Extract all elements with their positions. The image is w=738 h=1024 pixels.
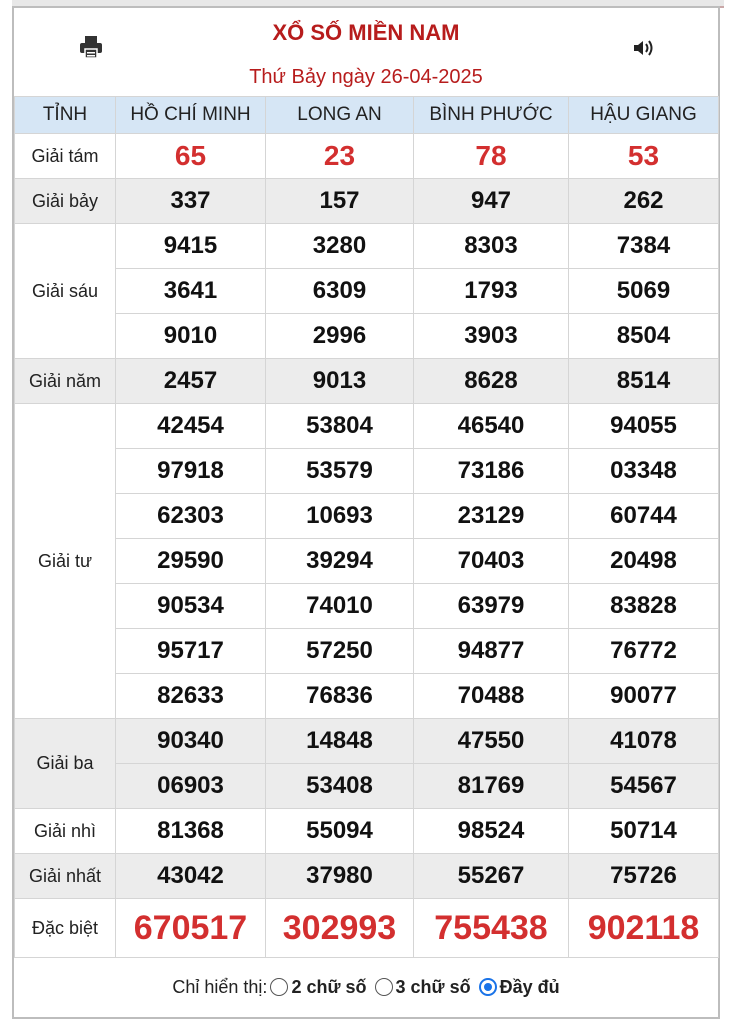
prize-number: 23 — [266, 134, 414, 179]
prize-row-g4 — [15, 629, 719, 674]
prize-number: 39294 — [266, 539, 414, 584]
prize-number: 9010 — [116, 314, 266, 359]
prize-number: 73186 — [414, 449, 569, 494]
prize-number: 53 — [569, 134, 719, 179]
display-options — [14, 976, 718, 998]
prize-row-g1 — [15, 854, 719, 899]
display-options-label: Chỉ hiển thị: — [172, 976, 268, 997]
prize-number: 14848 — [266, 719, 414, 764]
prize-number: 90077 — [569, 674, 719, 719]
prize-number: 55094 — [266, 809, 414, 854]
prize-number: 1793 — [414, 269, 569, 314]
prize-number: 50714 — [569, 809, 719, 854]
prize-number: 63979 — [414, 584, 569, 629]
province-hcm[interactable]: HỒ CHÍ MINH — [116, 97, 266, 134]
prize-number: 97918 — [116, 449, 266, 494]
prize-number: 2457 — [116, 359, 266, 404]
prize-number: 76836 — [266, 674, 414, 719]
prize-number: 75726 — [569, 854, 719, 899]
prize-row-g3 — [15, 719, 719, 764]
prize-row-g6 — [15, 224, 719, 269]
radio-full[interactable] — [479, 978, 497, 996]
prize-number: 43042 — [116, 854, 266, 899]
prize-number: 03348 — [569, 449, 719, 494]
prize-number: 7384 — [569, 224, 719, 269]
draw-date: Thứ Bảy ngày 26-04-2025 — [249, 66, 483, 88]
prize-label: Giải nhất — [15, 854, 116, 899]
province-hau-giang[interactable]: HẬU GIANG — [569, 97, 719, 134]
prize-number: 755438 — [414, 899, 569, 958]
prize-number: 29590 — [116, 539, 266, 584]
prize-number: 81368 — [116, 809, 266, 854]
prize-number: 94877 — [414, 629, 569, 674]
prize-label: Giải nhì — [15, 809, 116, 854]
prize-number: 70403 — [414, 539, 569, 584]
option-2-digits-label[interactable]: 2 chữ số — [291, 976, 367, 997]
prize-number: 78 — [414, 134, 569, 179]
page-title: XỔ SỐ MIỀN NAM — [272, 20, 460, 45]
prize-label: Giải năm — [15, 359, 116, 404]
prize-label: Giải tám — [15, 134, 116, 179]
speaker-icon[interactable] — [632, 38, 656, 58]
option-3-digits-label[interactable]: 3 chữ số — [395, 976, 471, 997]
prize-label: Giải tư — [15, 404, 116, 719]
prize-number: 8504 — [569, 314, 719, 359]
prize-number: 94055 — [569, 404, 719, 449]
prize-number: 2996 — [266, 314, 414, 359]
prize-number: 157 — [266, 179, 414, 224]
radio-2-digits[interactable] — [270, 978, 288, 996]
prize-number: 8514 — [569, 359, 719, 404]
radio-3-digits[interactable] — [375, 978, 393, 996]
prize-number: 74010 — [266, 584, 414, 629]
prize-row-g3 — [15, 764, 719, 809]
province-binh-phuoc[interactable]: BÌNH PHƯỚC — [414, 97, 569, 134]
prize-number: 76772 — [569, 629, 719, 674]
prize-number: 9013 — [266, 359, 414, 404]
prize-number: 9415 — [116, 224, 266, 269]
prize-row-g4 — [15, 674, 719, 719]
prize-label: Giải bảy — [15, 179, 116, 224]
prize-number: 42454 — [116, 404, 266, 449]
prize-row-db — [15, 899, 719, 958]
prize-number: 46540 — [414, 404, 569, 449]
province-long-an[interactable]: LONG AN — [266, 97, 414, 134]
prize-number: 53804 — [266, 404, 414, 449]
prize-row-g4 — [15, 539, 719, 584]
prize-number: 6309 — [266, 269, 414, 314]
prize-row-g4 — [15, 494, 719, 539]
prize-number: 5069 — [569, 269, 719, 314]
prize-row-g4 — [15, 449, 719, 494]
results-table — [14, 96, 719, 958]
prize-number: 37980 — [266, 854, 414, 899]
prize-number: 8628 — [414, 359, 569, 404]
prize-number: 83828 — [569, 584, 719, 629]
prize-number: 41078 — [569, 719, 719, 764]
prize-number: 947 — [414, 179, 569, 224]
prize-row-g6 — [15, 314, 719, 359]
prize-number: 8303 — [414, 224, 569, 269]
prize-number: 3280 — [266, 224, 414, 269]
province-header-row — [15, 97, 719, 134]
prize-number: 65 — [116, 134, 266, 179]
prize-row-g4 — [15, 404, 719, 449]
prize-number: 70488 — [414, 674, 569, 719]
prize-row-g4 — [15, 584, 719, 629]
prize-number: 81769 — [414, 764, 569, 809]
prize-number: 54567 — [569, 764, 719, 809]
prize-number: 23129 — [414, 494, 569, 539]
prize-number: 3641 — [116, 269, 266, 314]
prize-row-g7 — [15, 179, 719, 224]
prize-number: 53408 — [266, 764, 414, 809]
prize-row-g6 — [15, 269, 719, 314]
prize-number: 3903 — [414, 314, 569, 359]
prize-number: 90340 — [116, 719, 266, 764]
prize-number: 53579 — [266, 449, 414, 494]
prize-number: 62303 — [116, 494, 266, 539]
prize-number: 262 — [569, 179, 719, 224]
prize-number: 82633 — [116, 674, 266, 719]
prize-number: 55267 — [414, 854, 569, 899]
prize-row-g8 — [15, 134, 719, 179]
prize-number: 10693 — [266, 494, 414, 539]
results-panel — [12, 6, 720, 1019]
prize-number: 20498 — [569, 539, 719, 584]
prize-number: 60744 — [569, 494, 719, 539]
results-header — [14, 8, 718, 98]
prize-label: Giải ba — [15, 719, 116, 809]
prize-number: 57250 — [266, 629, 414, 674]
prize-number: 06903 — [116, 764, 266, 809]
prize-number: 98524 — [414, 809, 569, 854]
prize-row-g2 — [15, 809, 719, 854]
prize-number: 95717 — [116, 629, 266, 674]
option-full-label[interactable]: Đầy đủ — [499, 976, 560, 997]
prize-label: Giải sáu — [15, 224, 116, 359]
province-column-label: TỈNH — [15, 97, 116, 134]
prize-number: 902118 — [569, 899, 719, 958]
prize-number: 337 — [116, 179, 266, 224]
prize-number: 47550 — [414, 719, 569, 764]
prize-label: Đặc biệt — [15, 899, 116, 958]
prize-number: 90534 — [116, 584, 266, 629]
prize-number: 302993 — [266, 899, 414, 958]
prize-row-g5 — [15, 359, 719, 404]
prize-number: 670517 — [116, 899, 266, 958]
